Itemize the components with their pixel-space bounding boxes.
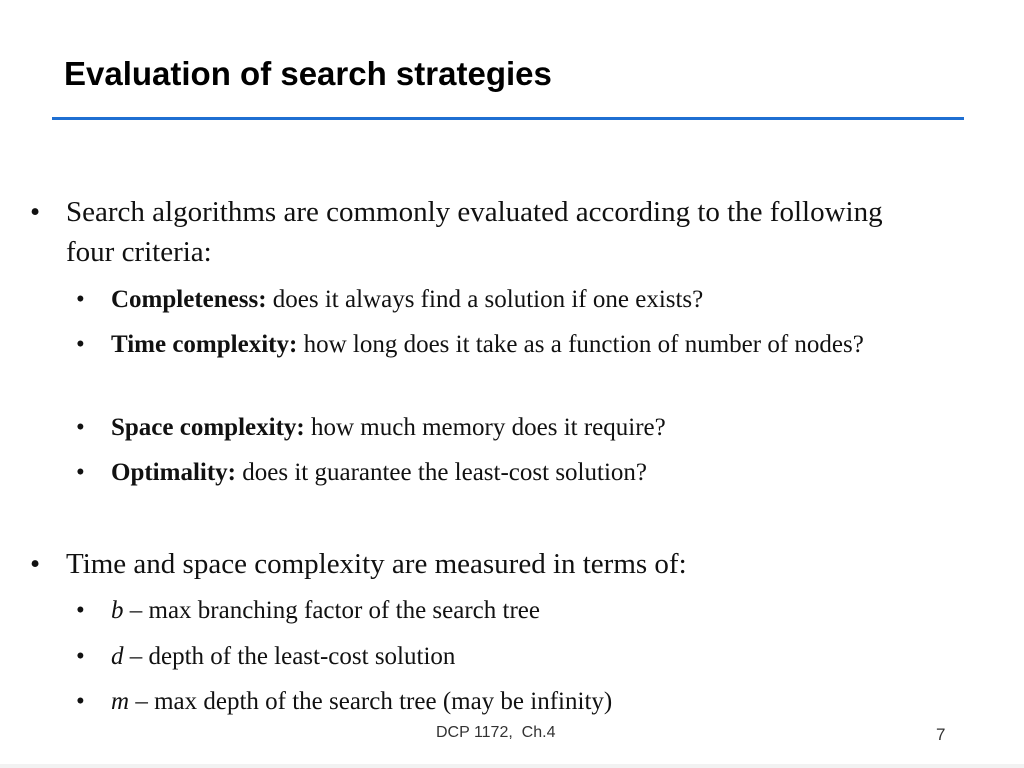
criterion-term: Optimality:	[111, 459, 236, 486]
criterion-term: Time complexity:	[111, 331, 298, 358]
param-desc: – depth of the least-cost solution	[123, 643, 456, 670]
criterion-term: Space complexity:	[111, 414, 305, 441]
bullet-intro	[30, 192, 910, 272]
bullet-dot: •	[76, 286, 85, 313]
bullet-dot: •	[76, 688, 85, 715]
bullet-text: Time and space complexity are measured in terms of:	[66, 548, 687, 580]
criterion-desc: does it guarantee the least-cost solution?	[236, 459, 647, 486]
slide-title: Evaluation of search strategies	[64, 55, 552, 92]
param-b	[76, 592, 966, 629]
criterion-desc: how much memory does it require?	[304, 414, 666, 441]
criterion-desc: how long does it take as a function of number of nodes?	[297, 331, 864, 358]
bullet-dot: •	[76, 331, 85, 358]
bullet-dot: •	[76, 597, 85, 624]
param-desc: – max branching factor of the search tree	[123, 597, 540, 624]
slide-bottom-edge	[0, 764, 1024, 768]
page-number: 7	[936, 725, 946, 744]
bullet-dot: •	[30, 548, 41, 580]
criterion-term: Completeness:	[111, 286, 267, 313]
param-d	[76, 638, 966, 675]
bullet-dot: •	[30, 196, 41, 228]
param-desc: – max depth of the search tree (may be infinity)	[129, 688, 613, 715]
criterion-completeness	[76, 281, 966, 318]
title-underline	[52, 117, 964, 120]
param-symbol: d	[111, 643, 124, 670]
criterion-optimality	[76, 454, 966, 491]
param-symbol: b	[111, 597, 124, 624]
criterion-desc: does it always find a solution if one exists?	[266, 286, 704, 313]
bullet-text: Search algorithms are commonly evaluated according to the following four criteria:	[66, 196, 883, 268]
footer-course: DCP 1172, Ch.4	[436, 724, 556, 741]
bullet-dot: •	[76, 459, 85, 486]
criterion-time-complexity	[76, 326, 966, 363]
criterion-space-complexity	[76, 409, 966, 446]
bullet-measure	[30, 544, 910, 584]
bullet-dot: •	[76, 643, 85, 670]
param-symbol: m	[111, 688, 130, 715]
param-m	[76, 683, 966, 720]
bullet-dot: •	[76, 414, 85, 441]
